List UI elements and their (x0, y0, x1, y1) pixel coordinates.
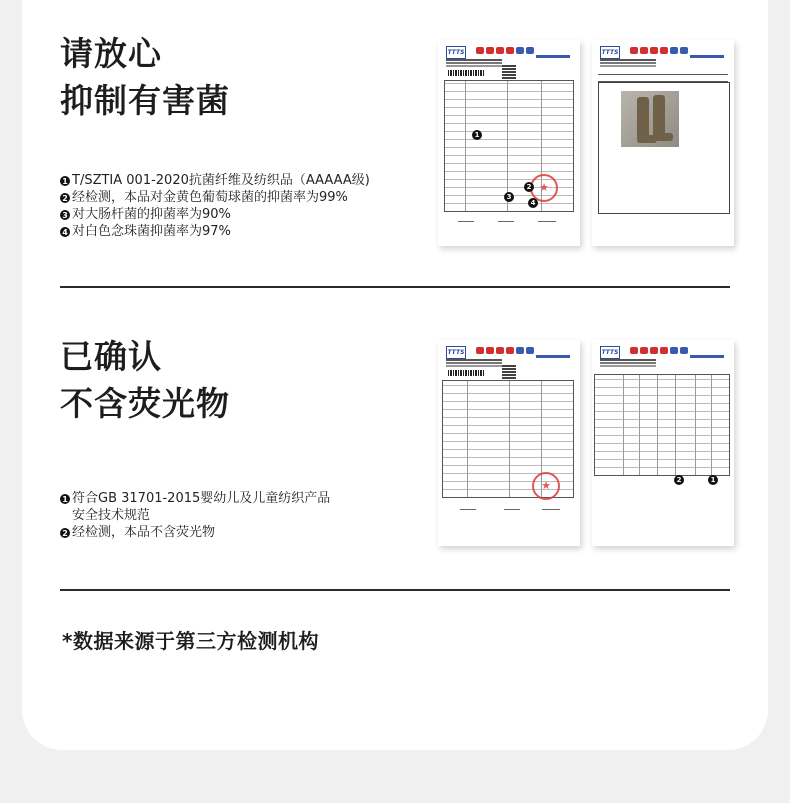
callout-marker-1: 1 (708, 475, 718, 485)
section1-note-1 (60, 172, 370, 189)
section-divider (60, 286, 730, 288)
callout-marker-4: 4 (528, 198, 538, 208)
callout-marker-2: 2 (524, 182, 534, 192)
sock-sample-photo (621, 91, 679, 147)
note-number-badge: 2 (60, 528, 70, 538)
official-seal-stamp: ★ (530, 174, 558, 202)
barcode (448, 70, 484, 76)
report-logo: TTTS (446, 46, 466, 59)
section1-notes (60, 172, 370, 240)
section1-note-2 (60, 189, 370, 206)
note-number-badge: 3 (60, 210, 70, 220)
section2-heading-line2: 不含荧光物 (60, 384, 230, 423)
barcode (448, 370, 484, 376)
report-logo: TTTS (600, 46, 620, 59)
note-text: 符合GB 31701-2015婴幼儿及儿童纺织产品 (72, 491, 331, 506)
section2-notes (60, 490, 330, 541)
section2-note-1 (60, 490, 330, 507)
test-report-fluorescence-page2 (592, 340, 734, 546)
callout-marker-3: 3 (504, 192, 514, 202)
section-divider (60, 589, 730, 591)
certification-marks (630, 347, 710, 355)
callout-marker-2: 2 (674, 475, 684, 485)
qr-code (502, 365, 516, 379)
note-number-badge: 1 (60, 176, 70, 186)
note-text: T/SZTIA 001-2020抗菌纤维及纺织品（AAAAA级) (72, 173, 370, 188)
section1-note-4 (60, 223, 370, 240)
report-table (594, 374, 730, 476)
section1-heading-line2: 抑制有害菌 (60, 81, 230, 120)
note-number-badge: 4 (60, 227, 70, 237)
section2-heading (60, 333, 230, 427)
qr-code (502, 65, 516, 79)
test-report-antibacterial-photo (592, 40, 734, 246)
report-logo: TTTS (600, 346, 620, 359)
test-report-antibacterial-page1 (438, 40, 580, 246)
section1-heading (60, 30, 230, 124)
callout-marker-1: 1 (472, 130, 482, 140)
section1-note-3 (60, 206, 370, 223)
sample-photo-frame (598, 82, 730, 214)
note-text: 经检测，本品不含荧光物 (72, 525, 216, 540)
official-seal-stamp: ★ (532, 472, 560, 500)
data-source-footnote: *数据来源于第三方检测机构 (62, 629, 319, 653)
note-text: 对白色念珠菌抑菌率为97% (72, 224, 231, 239)
certification-marks (476, 347, 556, 355)
report-logo: TTTS (446, 346, 466, 359)
note-text: 经检测，本品对金黄色葡萄球菌的抑菌率为99% (72, 190, 348, 205)
note-text: 对大肠杆菌的抑菌率为90% (72, 207, 231, 222)
section2-heading-line1: 已确认 (60, 337, 162, 376)
certification-marks (630, 47, 710, 55)
note-number-badge: 2 (60, 193, 70, 203)
note-number-badge: 1 (60, 494, 70, 504)
section2-note-2 (60, 524, 330, 541)
certification-marks (476, 47, 556, 55)
section1-heading-line1: 请放心 (60, 34, 162, 73)
section2-note-1-cont (60, 507, 330, 524)
note-text: 安全技术规范 (72, 508, 151, 523)
test-report-fluorescence-page1 (438, 340, 580, 546)
